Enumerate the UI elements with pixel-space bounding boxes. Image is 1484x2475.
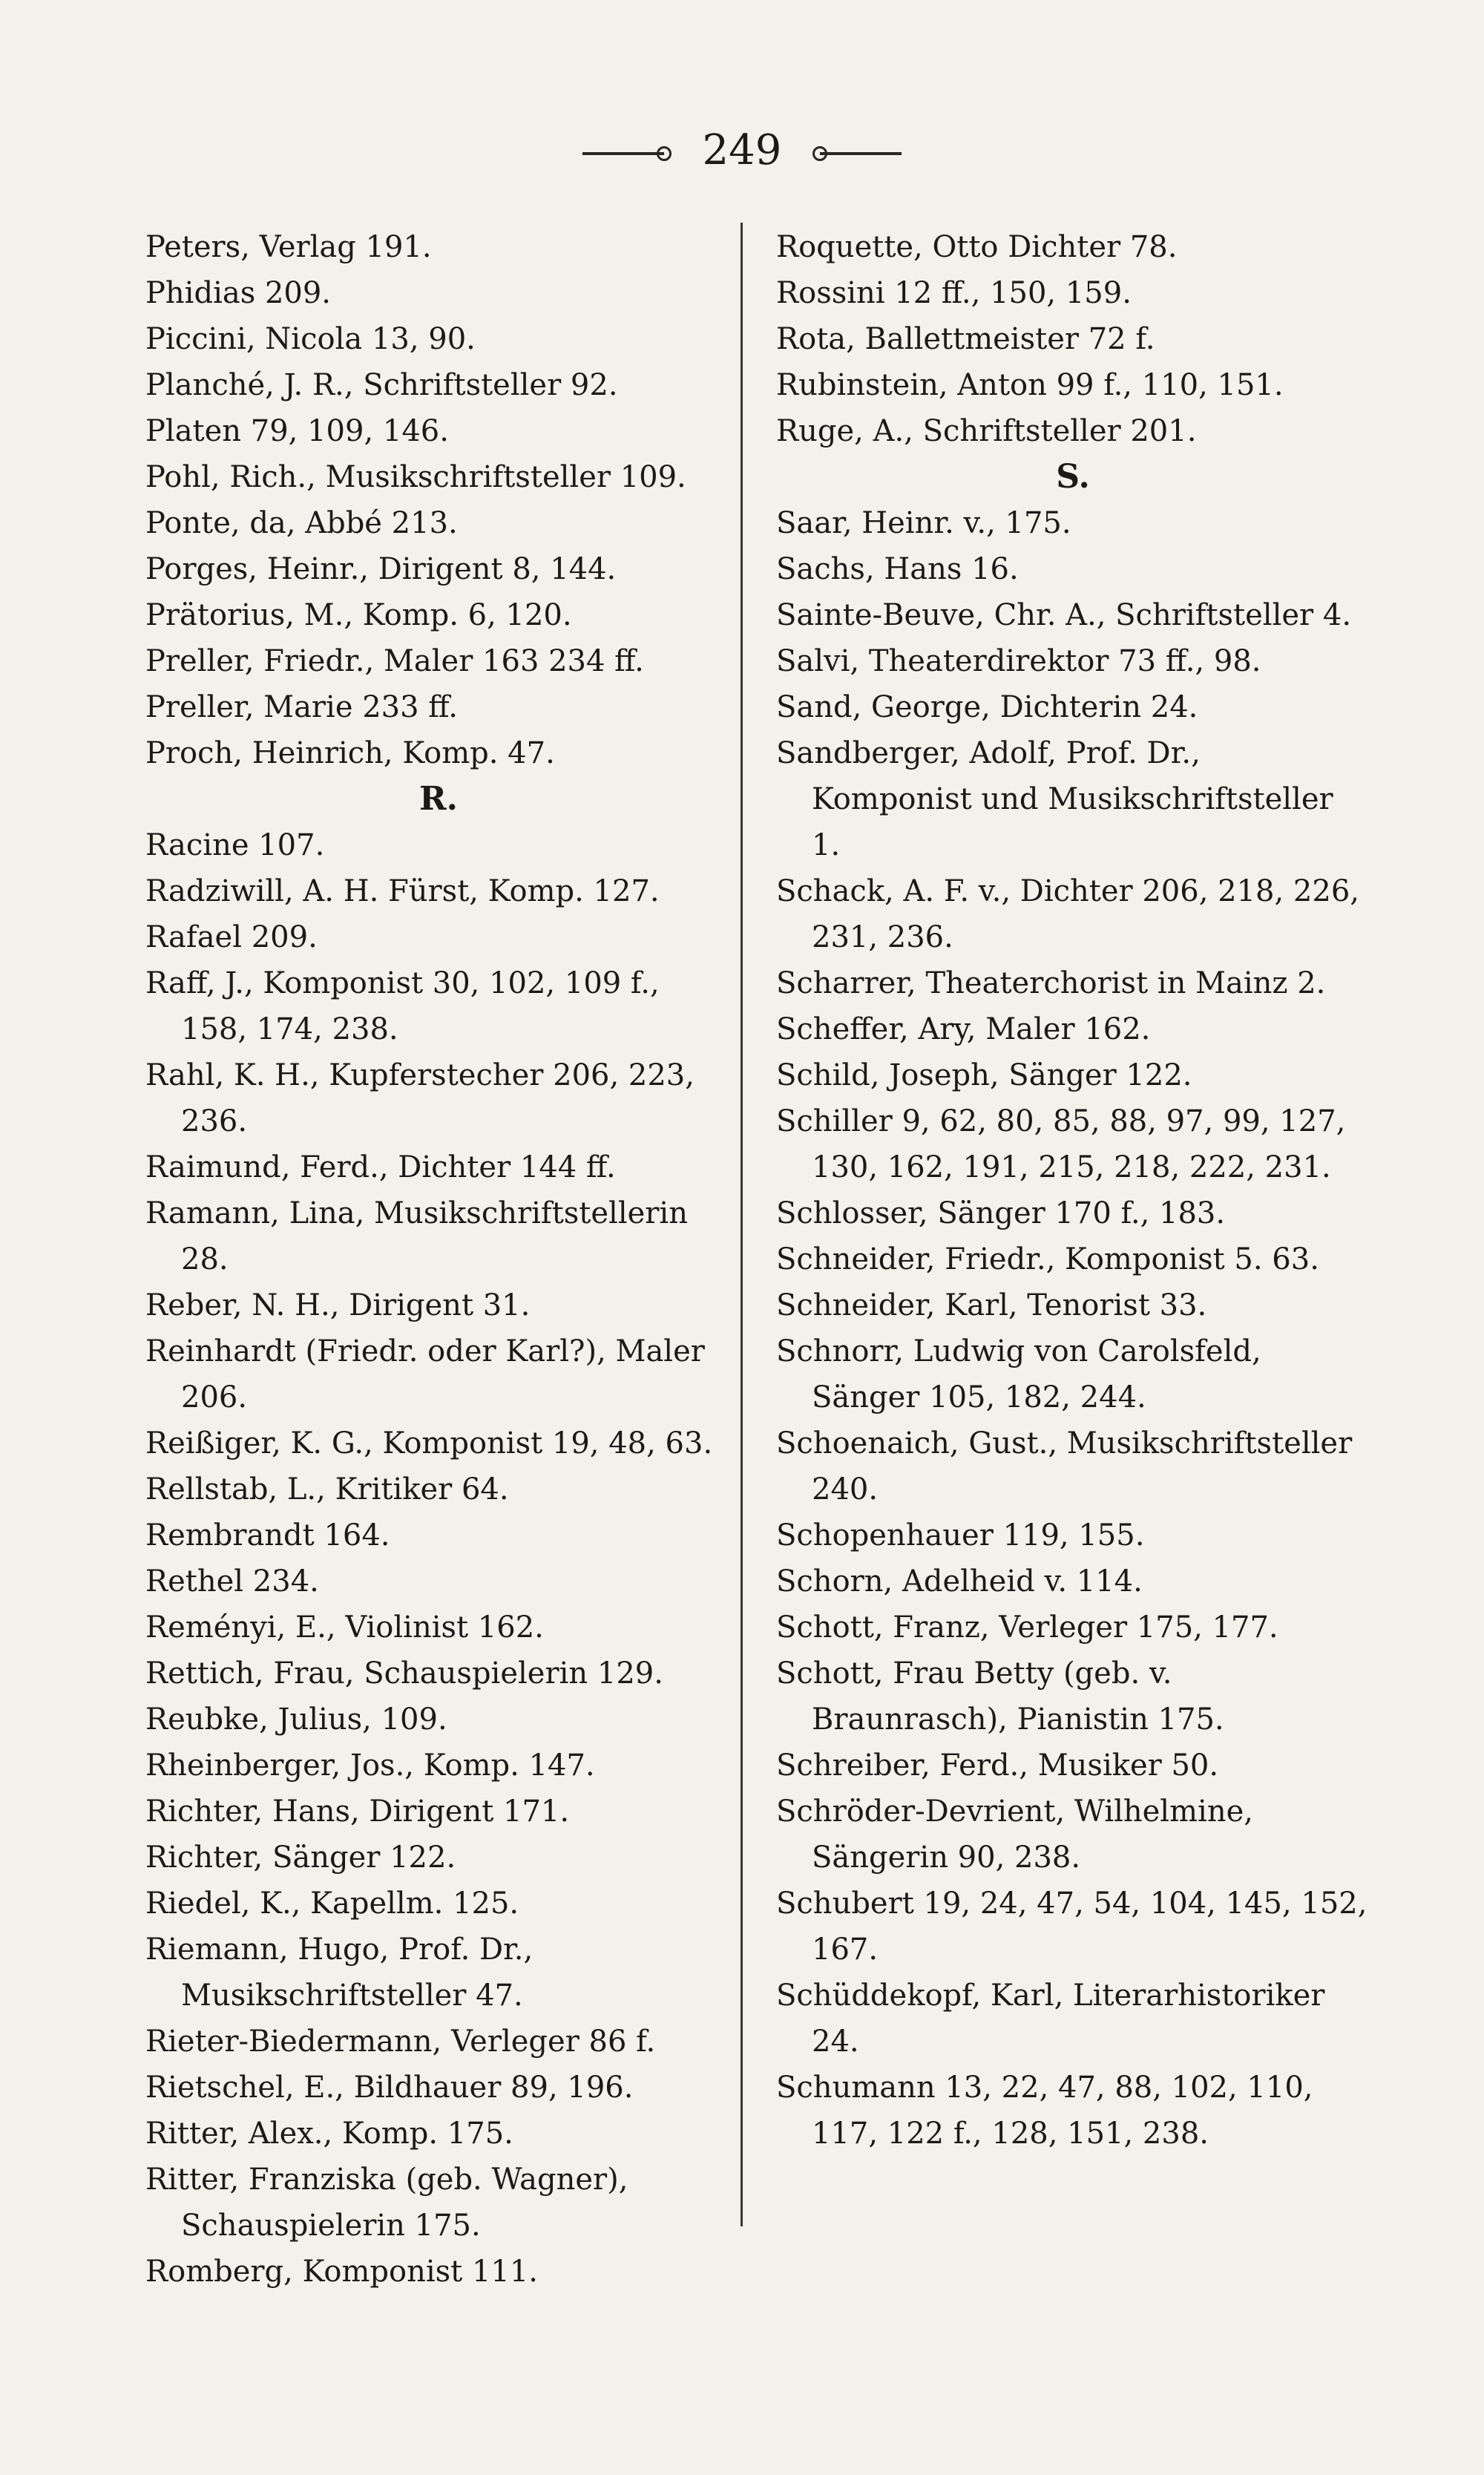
index-entry: Richter, Sänger 122.: [145, 1840, 456, 1875]
index-entry: Schreiber, Ferd., Musiker 50.: [776, 1748, 1219, 1783]
index-entry: Rettich, Frau, Schauspielerin 129.: [145, 1656, 663, 1691]
index-entry: Schopenhauer 119, 155.: [776, 1518, 1145, 1553]
index-entry: Schneider, Karl, Tenorist 33.: [776, 1288, 1207, 1322]
index-entry: Rellstab, L., Kritiker 64.: [145, 1472, 509, 1507]
index-entry: Sainte-Beuve, Chr. A., Schriftsteller 4.: [776, 598, 1352, 632]
index-entry: Proch, Heinrich, Komp. 47.: [145, 736, 555, 770]
index-entry: Roquette, Otto Dichter 78.: [776, 230, 1178, 264]
index-entry: Pohl, Rich., Musikschriftsteller 109.: [145, 460, 686, 494]
index-entry: Prätorius, M., Komp. 6, 120.: [145, 598, 572, 632]
index-entry: Schorn, Adelheid v. 114.: [776, 1564, 1143, 1599]
index-entry: Ruge, A., Schriftsteller 201.: [776, 414, 1197, 448]
index-entry: Saar, Heinr. v., 175.: [776, 506, 1071, 540]
ornament-left-icon: [582, 152, 664, 155]
index-entry: Porges, Heinr., Dirigent 8, 144.: [145, 552, 617, 586]
ornament-right-icon: [820, 152, 902, 155]
index-entry: Schnorr, Ludwig von Carolsfeld, Sänger 105, 182, 244.: [776, 1334, 1261, 1414]
index-entry: Reubke, Julius, 109.: [145, 1702, 447, 1737]
index-entry: Riedel, K., Kapellm. 125.: [145, 1886, 519, 1921]
index-entry: Platen 79, 109, 146.: [145, 414, 449, 448]
index-entry: Scheffer, Ary, Maler 162.: [776, 1012, 1151, 1046]
index-entry: Schneider, Friedr., Komponist 5. 63.: [776, 1242, 1319, 1276]
index-entry: Reber, N. H., Dirigent 31.: [145, 1288, 531, 1322]
index-entry: Ponte, da, Abbé 213.: [145, 506, 458, 540]
index-entry: Preller, Marie 233 ff.: [145, 690, 458, 724]
index-entry: Rota, Ballettmeister 72 f.: [776, 322, 1155, 356]
index-entry: Schlosser, Sänger 170 f., 183.: [776, 1196, 1226, 1230]
index-entry: Racine 107.: [145, 828, 325, 862]
column-divider: [741, 223, 743, 2226]
index-entry: Schoenaich, Gust., Musikschriftsteller 240.: [776, 1426, 1353, 1507]
section-heading-r: R.: [419, 780, 458, 818]
index-entry: Reinhardt (Friedr. oder Karl?), Maler 206.: [145, 1334, 705, 1414]
index-entry: Richter, Hans, Dirigent 171.: [145, 1794, 570, 1829]
index-entry: Rafael 209.: [145, 920, 318, 954]
index-entry: Ritter, Franziska (geb. Wagner), Schauspielerin 175.: [145, 2163, 628, 2243]
index-entry: Radziwill, A. H. Fürst, Komp. 127.: [145, 874, 660, 908]
left-column: [145, 224, 732, 2295]
index-entry: Schott, Franz, Verleger 175, 177.: [776, 1610, 1278, 1645]
index-entry: Piccini, Nicola 13, 90.: [145, 322, 476, 356]
index-entry: Rahl, K. H., Kupferstecher 206, 223, 236.: [145, 1058, 695, 1138]
index-entry: Schumann 13, 22, 47, 88, 102, 110, 117, 122 f., 128, 151, 238.: [776, 2071, 1313, 2151]
index-entry: Rieter-Biedermann, Verleger 86 f.: [145, 2025, 656, 2059]
page-header: [0, 126, 1484, 174]
index-entry: Schüddekopf, Karl, Literarhistoriker 24.: [776, 1979, 1325, 2059]
index-entry: Riemann, Hugo, Prof. Dr., Musikschriftsteller 47.: [145, 1933, 533, 2013]
index-entry: Scharrer, Theaterchorist in Mainz 2.: [776, 966, 1326, 1000]
index-entry: Salvi, Theaterdirektor 73 ff., 98.: [776, 644, 1261, 678]
index-entry: Sand, George, Dichterin 24.: [776, 690, 1198, 724]
index-entry: Schild, Joseph, Sänger 122.: [776, 1058, 1192, 1092]
index-entry: Rossini 12 ff., 150, 159.: [776, 276, 1132, 310]
index-entry: Rembrandt 164.: [145, 1518, 390, 1553]
index-entry: Schiller 9, 62, 80, 85, 88, 97, 99, 127, 130, 162, 191, 215, 218, 222, 231.: [776, 1104, 1346, 1184]
index-entry: Raimund, Ferd., Dichter 144 ff.: [145, 1150, 616, 1184]
index-entry: Rietschel, E., Bildhauer 89, 196.: [145, 2071, 634, 2105]
index-entry: Schack, A. F. v., Dichter 206, 218, 226, 231, 236.: [776, 874, 1359, 954]
index-entry: Ramann, Lina, Musikschriftstellerin 28.: [145, 1196, 688, 1276]
index-entry: Ritter, Alex., Komp. 175.: [145, 2117, 513, 2151]
index-entry: Romberg, Komponist 111.: [145, 2255, 539, 2289]
index-entry: Rethel 234.: [145, 1564, 319, 1599]
index-entry: Phidias 209.: [145, 276, 332, 310]
index-entry: Preller, Friedr., Maler 163 234 ff.: [145, 644, 644, 678]
index-entry: Schott, Frau Betty (geb. v. Braunrasch), Pianistin 175.: [776, 1656, 1224, 1737]
right-column: [776, 224, 1370, 2157]
index-entry: Schubert 19, 24, 47, 54, 104, 145, 152, 167.: [776, 1886, 1368, 1967]
page-number: 249: [702, 126, 782, 174]
index-entry: Rubinstein, Anton 99 f., 110, 151.: [776, 368, 1284, 402]
index-entry: Reißiger, K. G., Komponist 19, 48, 63.: [145, 1426, 713, 1461]
index-entry: Sandberger, Adolf, Prof. Dr., Komponist und Musikschriftsteller 1.: [776, 736, 1333, 862]
index-entry: Raff, J., Komponist 30, 102, 109 f., 158, 174, 238.: [145, 966, 660, 1046]
index-entry: Peters, Verlag 191.: [145, 230, 432, 264]
index-entry: Schröder-Devrient, Wilhelmine, Sängerin 90, 238.: [776, 1794, 1253, 1875]
index-entry: Reményi, E., Violinist 162.: [145, 1610, 544, 1645]
index-entry: Planché, J. R., Schriftsteller 92.: [145, 368, 618, 402]
section-heading-s: S.: [1056, 458, 1090, 496]
index-entry: Sachs, Hans 16.: [776, 552, 1019, 586]
index-entry: Rheinberger, Jos., Komp. 147.: [145, 1748, 595, 1783]
